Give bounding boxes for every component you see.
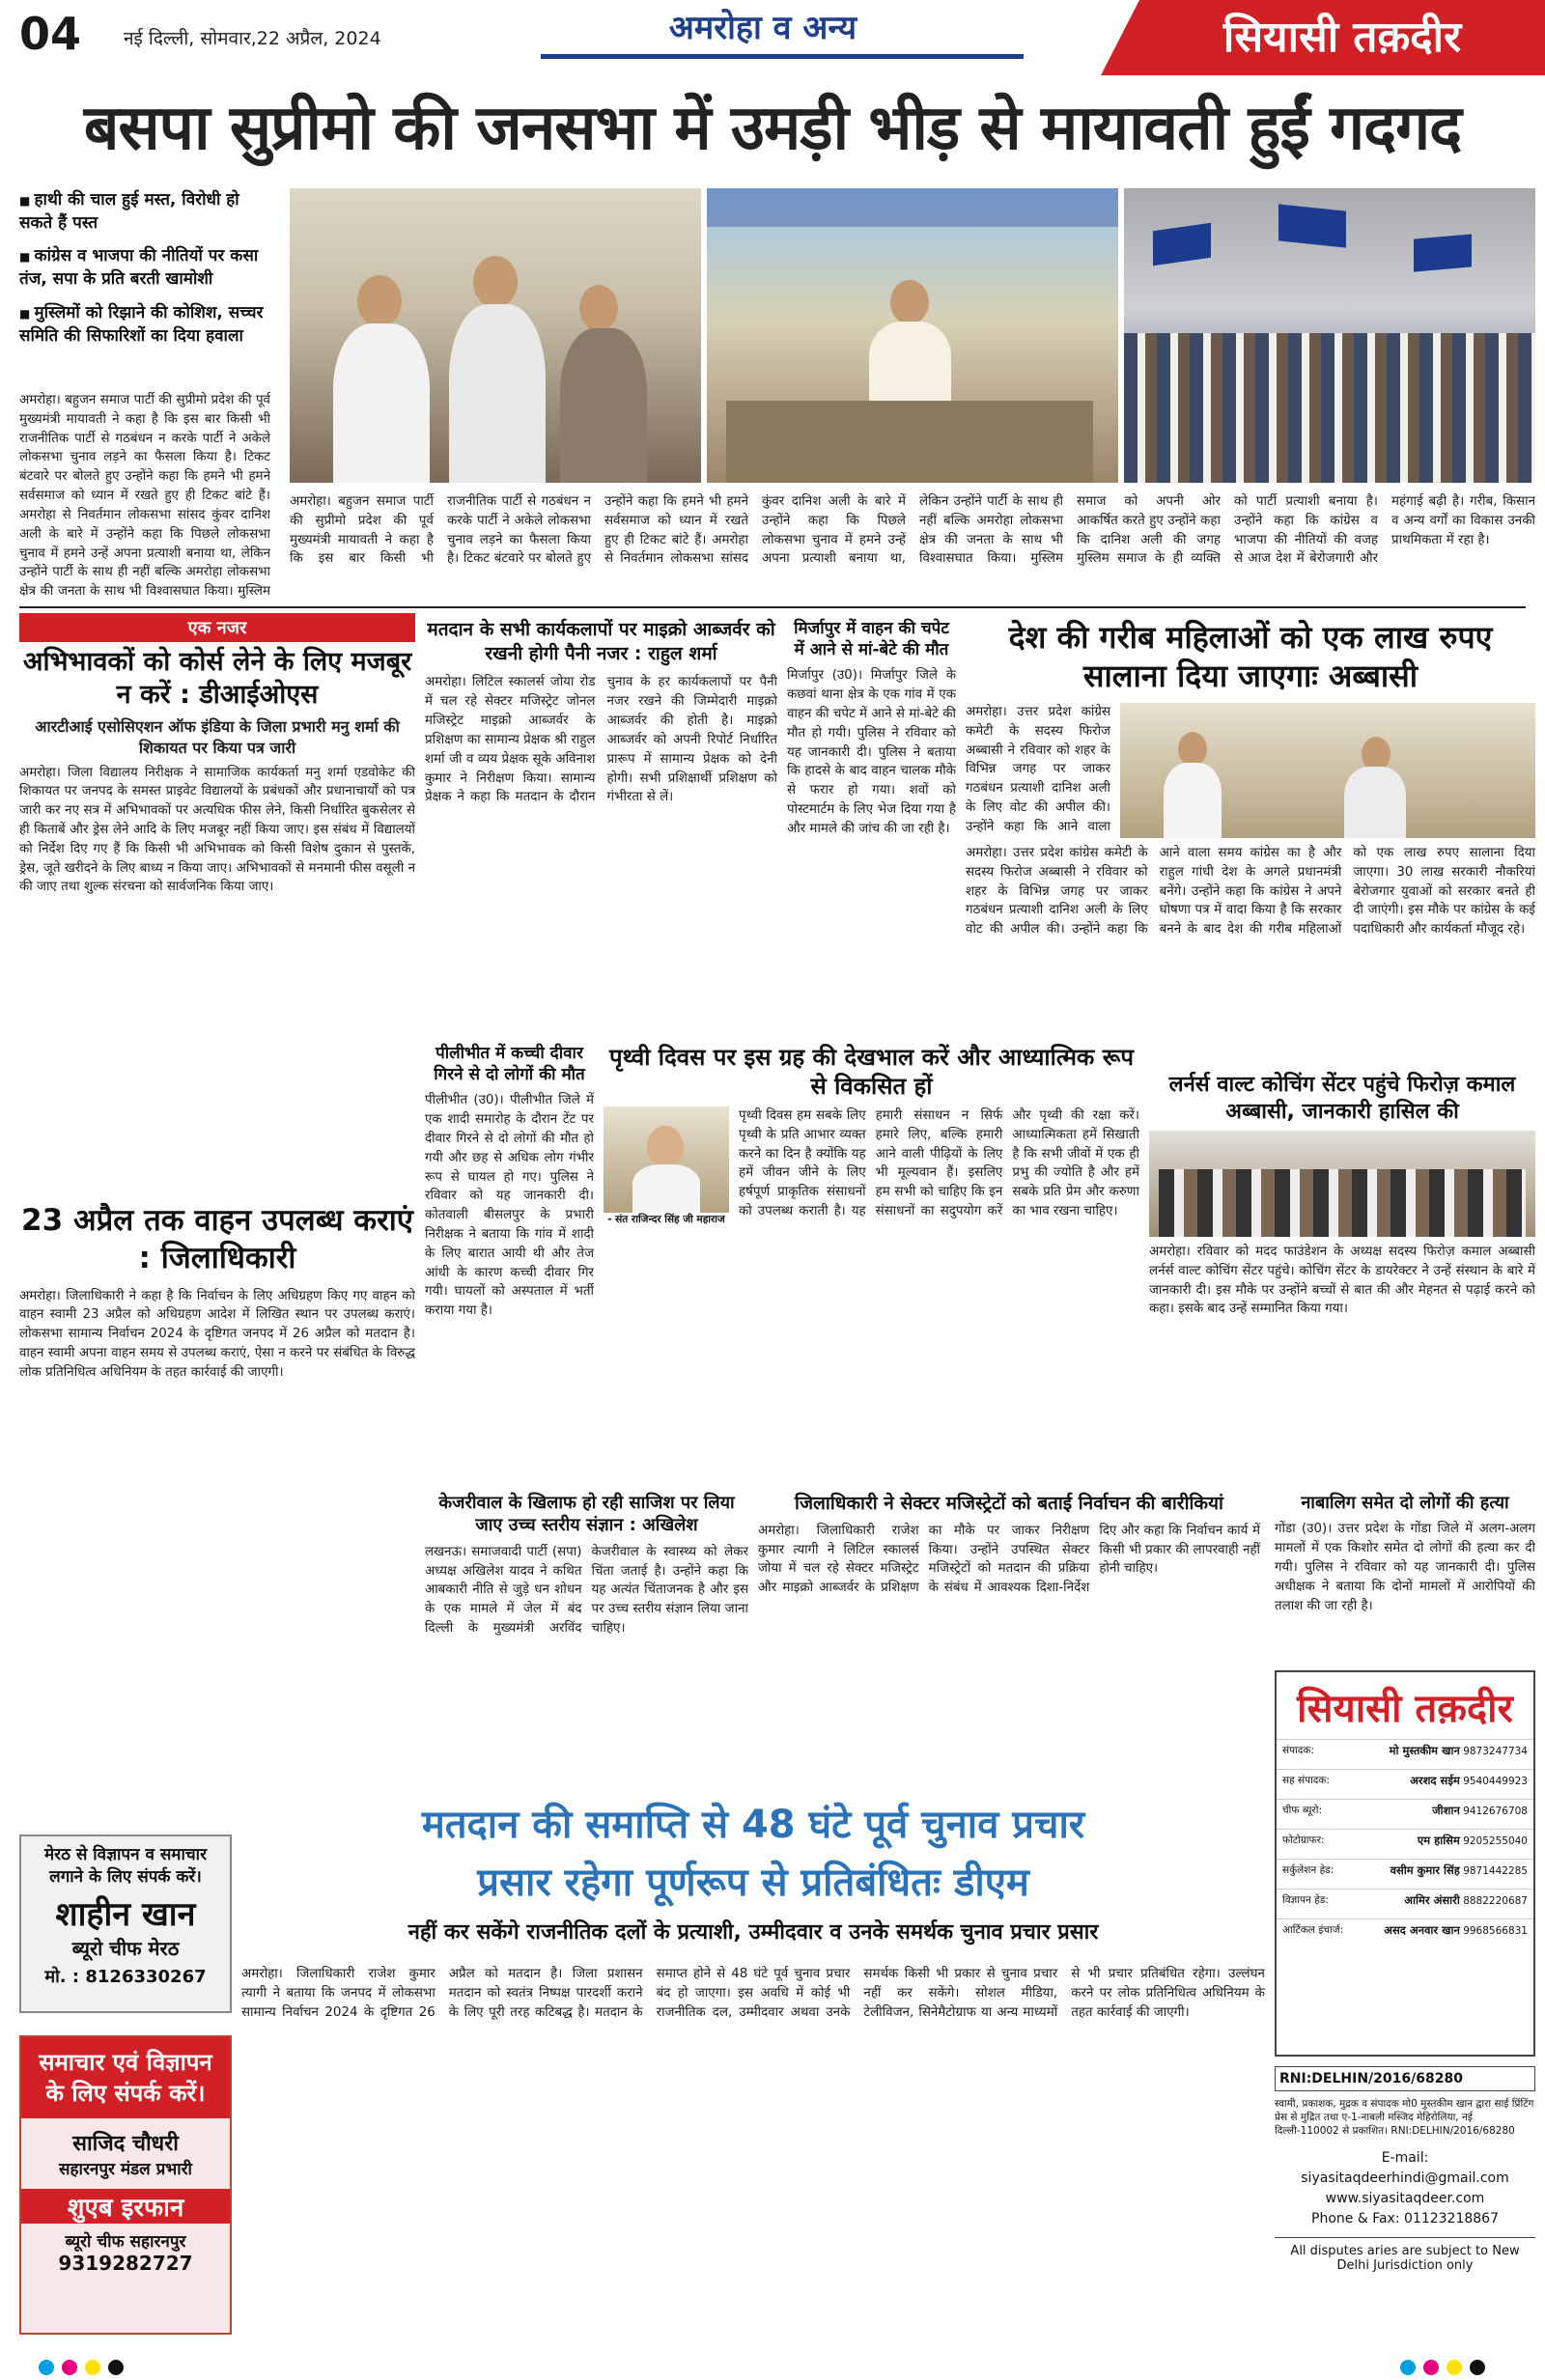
sector-block xyxy=(758,1492,1260,1792)
imprint-row: आर्टिकल इंचार्ज: असद अनवार खान 9968566831 xyxy=(1277,1918,1533,1948)
saharanpur-mobile-2: 9319282727 xyxy=(58,2252,193,2275)
pilibhit-headline: पीलीभीत में कच्ची दीवार गिरने से दो लोगों की मौत xyxy=(434,1044,585,1085)
brand-logo: सियासी तक़दीर xyxy=(1139,0,1545,75)
imprint-row: फोटोग्राफर: एम हासिम 9205255040 xyxy=(1277,1829,1533,1859)
kejriwal-block xyxy=(425,1492,748,1722)
abbasi-photo xyxy=(1120,703,1535,838)
imprint-box xyxy=(1275,1670,1535,2057)
rally-photo-podium xyxy=(707,188,1118,483)
prithvi-block xyxy=(604,1043,1139,1430)
vahan-block xyxy=(19,1202,415,1596)
rni-number: RNI:DELHIN/2016/68280 xyxy=(1275,2066,1535,2091)
section-divider xyxy=(541,54,1024,59)
imprint-row: सह संपादक: अरशद सईम 9540449923 xyxy=(1277,1769,1533,1799)
abbasi-body-intro: अमरोहा। उत्तर प्रदेश कांग्रेस कमेटी के सदस्य फिरोज अब्बासी ने रविवार को शहर के विभिन्न जगह पर जाकर गठबंधन प्रत्याशी दानिश अली के लिए वोट की अपील की। उन्होंने कहा कि आने वाला xyxy=(966,705,1110,834)
saharanpur-ad xyxy=(19,2035,232,2335)
ek-nazar-kicker: एक नजर xyxy=(19,613,415,642)
nabalig-headline: नाबालिग समेत दो लोगों की हत्या xyxy=(1301,1493,1509,1513)
matdan-headline: मतदान के सभी कार्यकलापों पर माइक्रो आब्जर्वर को रखनी होगी पैनी नजर : राहुल शर्मा xyxy=(427,619,775,664)
matdan-block xyxy=(425,618,777,1050)
lead-headline: बसपा सुप्रीमो की जनसभा में उमड़ी भीड़ से मायावती हुईं गदगद xyxy=(83,93,1462,164)
mirzapur-block xyxy=(787,618,956,1014)
ek-nazar-subhead: आरटीआई एसोसिएशन ऑफ इंडिया के जिला प्रभारी मनु शर्मा की शिकायत पर किया पत्र जारी xyxy=(35,716,400,757)
saharanpur-role-2: ब्यूरो चीफ सहारनपुर xyxy=(65,2232,186,2252)
meerut-ad-mobile: मो. : 8126330267 xyxy=(44,1967,207,1987)
prithvi-body: पृथ्वी दिवस हम सबके लिए पृथ्वी के प्रति आभार व्यक्त करने का दिन है क्योंकि यह हमें जीवन जीने के लिए हर्षपूर्ण प्राकृतिक संसाधनों को उपलब्ध कराती है। यह हमारी संसाधन न सिर्फ हमारे लिए, बल्कि हमारी आने वाली पीढ़ियों के लिए भी मूल्यवान हैं। इसलिए हम सभी को चाहिए कि इन संसाधनों का सदुपयोग करें और पृथ्वी की रक्षा करें। आध्यात्मिकता हमें सिखाती है कि सभी जीवों में एक ही प्रभु की ज्योति है और हमें सबके प्रति प्रेम और करुणा का भाव रखना चाहिए। xyxy=(739,1108,1139,1219)
color-registration-strip xyxy=(0,2356,1545,2380)
imprint-footer xyxy=(1275,2066,1535,2351)
nabalig-block xyxy=(1275,1492,1535,1636)
imprint-row: संपादक: मो मुस्तकीम खान 9873247734 xyxy=(1277,1739,1533,1769)
abbasi-headline: देश की गरीब महिलाओं को एक लाख रुपए सालाना दिया जाएगाः अब्बासी xyxy=(1008,619,1493,694)
abbasi-block xyxy=(966,618,1535,989)
banner-story xyxy=(241,1796,1265,1954)
saharanpur-name-1: साजिद चौधरी xyxy=(72,2132,179,2156)
meerut-ad-name: शाहीन खान xyxy=(55,1895,196,1934)
jurisdiction-note: All disputes aries are subject to New Delhi Jurisdiction only xyxy=(1275,2237,1535,2273)
banner-line-3: नहीं कर सकेंगे राजनीतिक दलों के प्रत्याशी, उम्मीदवार व उनके समर्थक चुनाव प्रचार प्रसार xyxy=(407,1920,1099,1945)
saharanpur-ad-lead: समाचार एवं विज्ञापन के लिए संपर्क करें। xyxy=(21,2037,230,2118)
banner-line-1: मतदान की समाप्ति से 48 घंटे पूर्व चुनाव प्रचार xyxy=(421,1803,1085,1847)
imprint-row: चीफ ब्यूरो: जीशान 9412676708 xyxy=(1277,1799,1533,1829)
sector-body: अमरोहा। जिलाधिकारी राजेश कुमार त्यागी ने लिटिल स्कालर्स जोया में चल रहे सेक्टर मजिस्ट्रेट और माइक्रो आब्जर्वर के प्रशिक्षण का मौके पर जाकर निरीक्षण किया। उन्होंने उपस्थित सेक्टर मजिस्ट्रेटों को मतदान की प्रक्रिया के संबंध में आवश्यक दिशा-निर्देश दिए और कहा कि निर्वाचन कार्य में किसी भी प्रकार की लापरवाही नहीं होनी चाहिए। xyxy=(758,1523,1260,1596)
meerut-ad-role: ब्यूरो चीफ मेरठ xyxy=(71,1937,180,1960)
section-title: अमरोहा व अन्य xyxy=(668,9,857,47)
dateline: नई दिल्ली, सोमवार,22 अप्रैल, 2024 xyxy=(124,28,381,49)
prithvi-headline: पृथ्वी दिवस पर इस ग्रह की देखभाल करें और आध्यात्मिक रूप से विकसित हों xyxy=(609,1044,1134,1100)
lead-bullet: ■ कांग्रेस व भाजपा की नीतियों पर कसा तंज, सपा के प्रति बरती खामोशी xyxy=(19,244,270,291)
lead-photo-strip xyxy=(290,188,1535,483)
sector-headline: जिलाधिकारी ने सेक्टर मजिस्ट्रेटों को बताई निर्वाचन की बारीकियां xyxy=(795,1493,1223,1514)
lead-bullet: ■ मुस्लिमों को रिझाने की कोशिश, सच्चर समिति की सिफारिशों का दिया हवाला xyxy=(19,301,270,348)
meerut-ad xyxy=(19,1834,232,2013)
website-link[interactable]: www.siyasitaqdeer.com xyxy=(1325,2190,1485,2206)
saharanpur-name-2: शुएब इरफान xyxy=(21,2189,230,2224)
nabalig-body: गोंडा (उ0)। उत्तर प्रदेश के गोंडा जिले में अलग-अलग मामलों में एक किशोर समेत दो लोगों की हत्या कर दी गयी। पुलिस ने रविवार को यह जानकारी दी। पुलिस अधीक्षक ने बताया कि दोनों मामलों में आरोपियों की तलाश की जा रही है। xyxy=(1275,1522,1535,1613)
ek-nazar-body: अमरोहा। जिला विद्यालय निरीक्षक ने सामाजिक कार्यकर्ता मनु शर्मा एडवोकेट की शिकायत पर जनपद के समस्त प्राइवेट विद्यालयों के प्रबंधकों और प्रधानाचार्यों को पत्र जारी कर नए सत्र में अभिभावकों पर अत्यधिक फीस लेने, किसी निर्धारित बुकसेलर से ही किताबें और ड्रेस लेने आदि के लिए मजबूर नहीं किया जाए। इस संबंध में विद्यालयों को निर्देश दिए गए हैं कि किसी भी अभिभावक को किसी विशेष दुकान से पुस्तकें, ड्रेस, जूते खरीदने के लिए बाध्य न किया जाए। अभिभावकों से मनमानी फीस वसूली न की जाए तथा शुल्क संरचना को सार्वजनिक किया जाए। xyxy=(19,765,415,895)
vahan-body: अमरोहा। जिलाधिकारी ने कहा है कि निर्वाचन के लिए अधिग्रहण किए गए वाहन को वाहन स्वामी 23 अप्रैल को अधिग्रहण आदेश में लिखित स्थान पर उपलब्ध कराएं। लोकसभा सामान्य निर्वाचन 2024 के दृष्टिगत जनपद में 26 अप्रैल को मतदान है। वाहन स्वामी अपना वाहन समय से उपलब्ध कराएं, ऐसा न करने पर संबंधित के विरुद्ध लोक प्रतिनिधित्व अधिनियम के तहत कार्रवाई की जाएगी। xyxy=(19,1288,415,1380)
coaching-photo xyxy=(1149,1131,1535,1237)
coaching-block xyxy=(1149,1072,1535,1397)
meerut-ad-lead: मेरठ से विज्ञापन व समाचार लगाने के लिए संपर्क करें। xyxy=(43,1845,208,1887)
pilibhit-body: पीलीभीत (उ0)। पीलीभीत जिले में एक शादी समारोह के दौरान टेंट पर दीवार गिरने से दो लोगों की मौत हो गयी और छह से अधिक लोग गंभीर रूप से घायल हो गए। पुलिस ने रविवार को यह जानकारी दी। कोतवाली बीसलपुर के प्रभारी निरीक्षक ने बताया कि गांव में शादी के लिए बारात आयी थी और तेज आंधी के कारण कच्ची दीवार गिर गयी। घायलों को अस्पताल में भर्ती कराया गया है। xyxy=(425,1093,594,1319)
imprint-brand: सियासी तक़दीर xyxy=(1297,1687,1513,1731)
imprint-row: विज्ञापन हेड: आमिर अंसारी 8882220687 xyxy=(1277,1889,1533,1918)
rally-photo-crowd xyxy=(1124,188,1535,483)
phone-fax: Phone & Fax: 01123218867 xyxy=(1311,2210,1499,2226)
pilibhit-block xyxy=(425,1043,594,1526)
printer-note: स्वामी, प्रकाशक, मुद्रक व संपादक मो0 मुस्तकीम खान द्वारा साई प्रिंटिंग प्रेस से मुद्रित तथा ए-1-नाबली मस्जिद मेहिरोलिया, नई दिल्ली-110002 से प्रकाशित। RNI:DELHIN/2016/68280 xyxy=(1275,2098,1534,2138)
kejriwal-headline: केजरीवाल के खिलाफ हो रही साजिश पर लिया जाए उच्च स्तरीय संज्ञान : अखिलेश xyxy=(438,1493,735,1536)
saint-portrait xyxy=(604,1106,729,1213)
vahan-headline: 23 अप्रैल तक वाहन उपलब्ध कराएं : जिलाधिकारी xyxy=(21,1203,413,1275)
imprint-row: सर्कुलेशन हेड: वसीम कुमार सिंह 9871442285 xyxy=(1277,1859,1533,1889)
lead-body-col1: अमरोहा। बहुजन समाज पार्टी की सुप्रीमो प्रदेश की पूर्व मुख्यमंत्री मायावती ने कहा है कि इस बार किसी भी राजनीतिक पार्टी से गठबंधन न करके पार्टी ने अकेले लोकसभा चुनाव लड़ने का फैसला किया है। टिकट बंटवारे पर बोलते हुए उन्होंने कहा कि हमने भी हमने सर्वसमाज को ध्यान में रखते हुए ही टिकट बांटे हैं। अमरोहा से निवर्तमान लोकसभा सांसद कुंवर दानिश अली के बारे में उन्होंने कहा कि पिछले लोकसभा चुनाव में हमने उन्हें अपना प्रत्याशी बनाया था, लेकिन उन्होंने पार्टी के साथ ही नहीं बल्कि अमरोहा लोकसभा क्षेत्र की जनता के साथ भी विश्वासघात किया। मुस्लिम xyxy=(19,393,270,599)
coaching-headline: लर्नर्स वाल्ट कोचिंग सेंटर पहुंचे फिरोज़ कमाल अब्बासी, जानकारी हासिल की xyxy=(1168,1073,1516,1124)
prithvi-byline: - संत राजिन्दर सिंह जी महाराज xyxy=(607,1214,725,1225)
rally-photo-stage xyxy=(290,188,701,483)
rule xyxy=(19,606,1526,608)
banner-body: अमरोहा। जिलाधिकारी राजेश कुमार त्यागी ने बताया कि जनपद में लोकसभा सामान्य निर्वाचन 2024 के दृष्टिगत 26 अप्रैल को मतदान है। जिला प्रशासन मतदान को स्वतंत्र निष्पक्ष पारदर्शी कराने के लिए पूरी तरह कटिबद्ध है। मतदान के समाप्त होने से 48 घंटे पूर्व चुनाव प्रचार बंद हो जाएगा। इस अवधि में कोई भी राजनीतिक दल, उम्मीदवार अथवा उनके समर्थक किसी भी प्रकार से चुनाव प्रचार नहीं कर सकेंगे। सोशल मीडिया, टेलीविजन, सिनेमैटोग्राफ या अन्य माध्यमों से भी प्रचार प्रतिबंधित रहेगा। उल्लंघन करने पर लोक प्रतिनिधित्व अधिनियम के तहत कार्रवाई की जाएगी। xyxy=(241,1967,1265,2020)
coaching-body: अमरोहा। रविवार को मदद फाउंडेशन के अध्यक्ष सदस्य फिरोज़ कमाल अब्बासी लर्नर्स वाल्ट कोचिंग सेंटर पहुंचे। कोचिंग सेंटर के डायरेक्टर ने उन्हें संस्थान के बारे में जानकारी दी। इस मौके पर उन्होंने बच्चों से बात की और मेहनत से पढ़ाई करने को कहा। इसके बाद उन्हें सम्मानित किया गया। xyxy=(1149,1245,1535,1317)
email-label: E-mail: xyxy=(1381,2149,1429,2166)
matdan-body: अमरोहा। लिटिल स्कालर्स जोया रोड में चल रहे सेक्टर मजिस्ट्रेट जोनल मजिस्ट्रेट माइक्रो आब्जर्वर के प्रशिक्षण का सामान्य प्रेक्षक श्री राहुल शर्मा जी व व्यय प्रेक्षक सूके अविनाश कुमार ने निरीक्षण किया। सामान्य प्रेक्षक ने कहा कि मतदान के दौरान चुनाव के हर कार्यकलापों पर पैनी नजर रखने की जिम्मेदारी माइक्रो आब्जर्वर की होती है। माइक्रो आब्जर्वर को अपनी रिपोर्ट निर्धारित प्रारूप में सामान्य प्रेक्षक को देनी होगी। सभी प्रशिक्षार्थी प्रशिक्षण को गंभीरता से लें। xyxy=(425,675,777,805)
lead-bullet: ■ हाथी की चाल हुई मस्त, विरोधी हो सकते हैं पस्त xyxy=(19,188,270,235)
email-link[interactable]: siyasitaqdeerhindi@gmail.com xyxy=(1301,2170,1509,2186)
banner-line-2: प्रसार रहेगा पूर्णरूप से प्रतिबंधितः डीएम xyxy=(477,1861,1029,1905)
ek-nazar-block xyxy=(19,613,415,1208)
saharanpur-role-1: सहारनपुर मंडल प्रभारी xyxy=(59,2160,192,2179)
page-number: 04 xyxy=(19,8,82,60)
kejriwal-body: लखनऊ। समाजवादी पार्टी (सपा) अध्यक्ष अखिलेश यादव ने कथित आबकारी नीति से जुड़े धन शोधन के एक मामले में जेल में बंद दिल्ली के मुख्यमंत्री अरविंद केजरीवाल के स्वास्थ्य को लेकर चिंता जताई है। उन्होंने कहा कि यह अत्यंत चिंताजनक है और इस पर उच्च स्तरीय संज्ञान लिया जाना चाहिए। xyxy=(425,1544,748,1637)
mirzapur-body: मिर्जापुर (उ0)। मिर्जापुर जिले के कछवां थाना क्षेत्र के एक गांव में एक वाहन की चपेट में आने से मां-बेटे की मौत हो गयी। पुलिस ने रविवार को यह जानकारी दी। पुलिस ने बताया कि हादसे के बाद वाहन चालक मौके से फरार हो गया। शवों को पोस्टमार्टम के लिए भेज दिया गया है और मामले की जांच की जा रही है। xyxy=(787,668,956,836)
ek-nazar-headline: अभिभावकों को कोर्स लेने के लिए मजबूर न करें : डीआईओएस xyxy=(22,647,412,710)
lead-body: अमरोहा। बहुजन समाज पार्टी की सुप्रीमो प्रदेश की पूर्व मुख्यमंत्री मायावती ने कहा है कि इस बार किसी भी राजनीतिक पार्टी से गठबंधन न करके पार्टी ने अकेले लोकसभा चुनाव लड़ने का फैसला किया है। टिकट बंटवारे पर बोलते हुए उन्होंने कहा कि हमने भी हमने सर्वसमाज को ध्यान में रखते हुए ही टिकट बांटे हैं। अमरोहा से निवर्तमान लोकसभा सांसद कुंवर दानिश अली के बारे में उन्होंने कहा कि पिछले लोकसभा चुनाव में हमने उन्हें अपना प्रत्याशी बनाया था, लेकिन उन्होंने पार्टी के साथ ही नहीं बल्कि अमरोहा लोकसभा क्षेत्र की जनता के साथ भी विश्वासघात किया। मुस्लिम समाज को अपनी ओर आकर्षित करते हुए उन्होंने कहा कि दानिश अली की जगह मुस्लिम समाज के ही व्यक्ति को पार्टी प्रत्याशी बनाया है। उन्होंने कहा कि कांग्रेस व भाजपा की नीतियों की वजह से आज देश में बेरोजगारी और महंगाई बढ़ी है। गरीब, किसान व अन्य वर्गों का विकास उनकी प्राथमिकता में रहा है। xyxy=(290,494,1535,567)
mirzapur-headline: मिर्जापुर में वाहन की चपेट में आने से मां-बेटे की मौत xyxy=(794,619,949,660)
abbasi-body: अमरोहा। उत्तर प्रदेश कांग्रेस कमेटी के सदस्य फिरोज अब्बासी ने रविवार को शहर के विभिन्न जगह पर जाकर गठबंधन प्रत्याशी दानिश अली के लिए वोट की अपील की। उन्होंने कहा कि आने वाला समय कांग्रेस का है और राहुल गांधी देश के अगले प्रधानमंत्री बनेंगे। उन्होंने कहा कि कांग्रेस ने अपने घोषणा पत्र में वादा किया है कि सरकार बनने के बाद देश की गरीब महिलाओं को एक लाख रुपए सालाना दिया जाएगा। 30 लाख सरकारी नौकरियां बेरोजगार युवाओं को सरकार बनते ही दी जाएंगी। इस मौके पर कांग्रेस के कई पदाधिकारी और कार्यकर्ता मौजूद रहे। xyxy=(966,846,1535,938)
